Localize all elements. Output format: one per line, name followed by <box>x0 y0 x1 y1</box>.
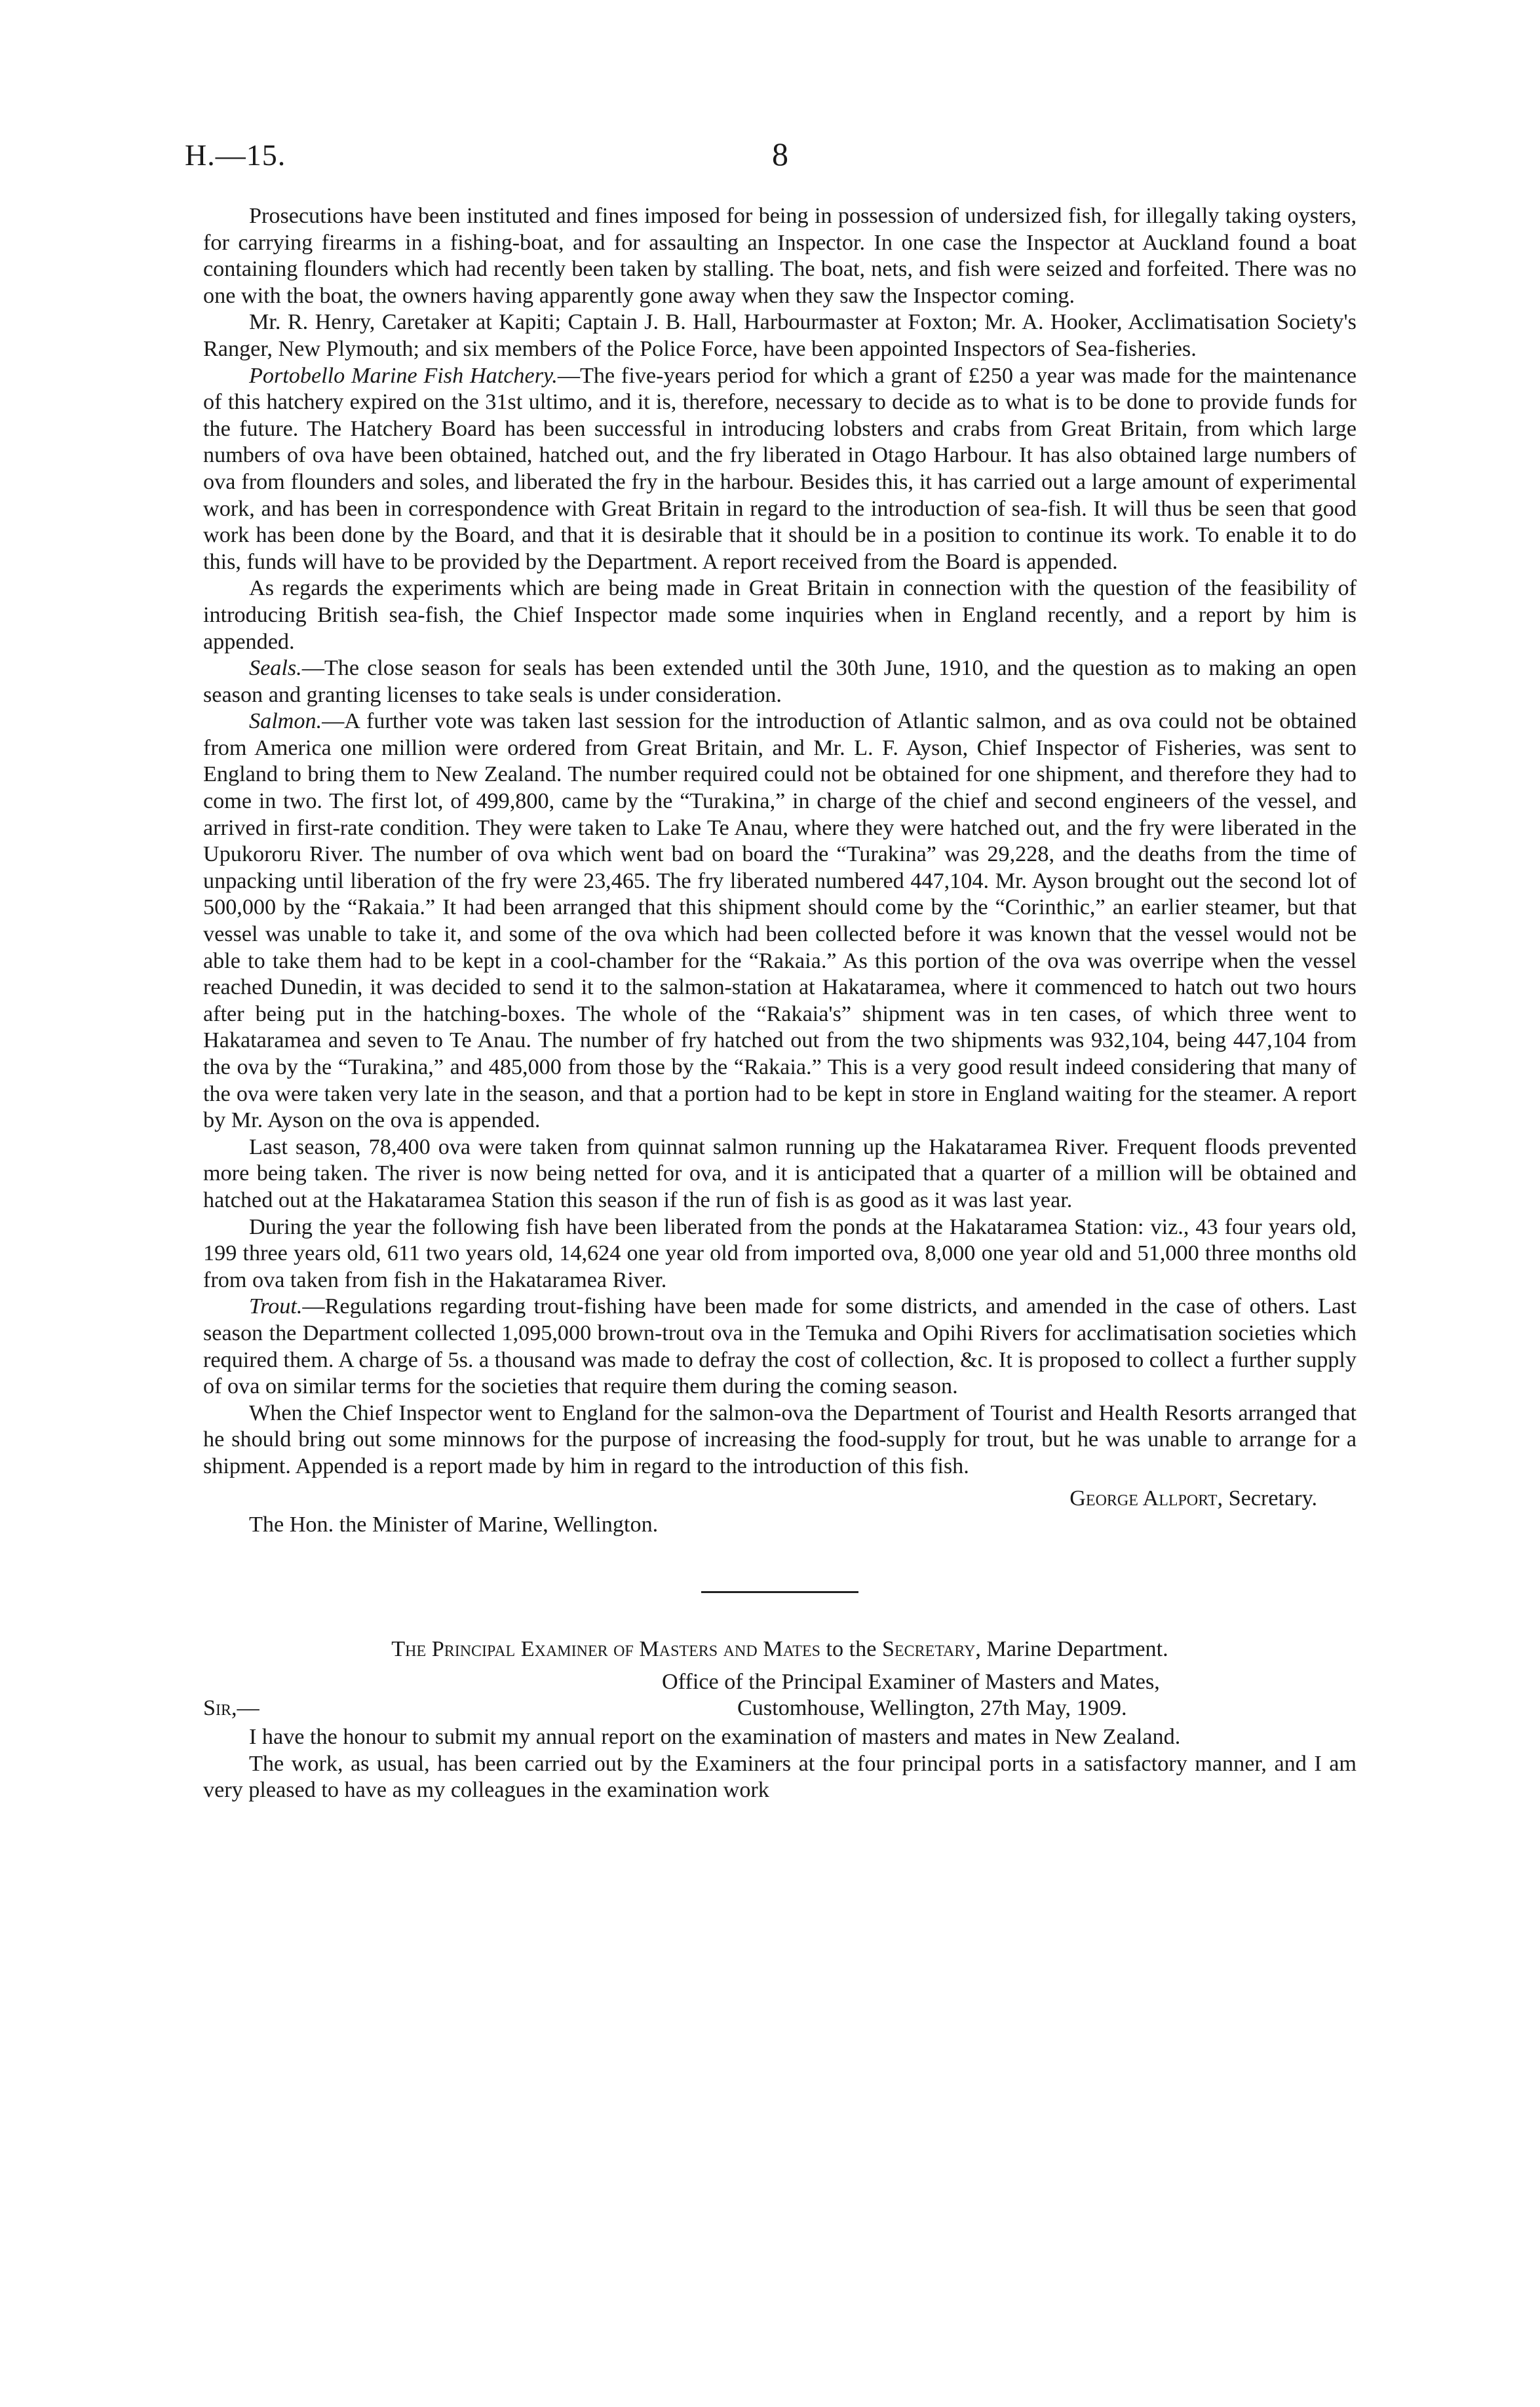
heading-recipient: Secretary <box>881 1636 976 1661</box>
paragraph-text: During the year the following fish have been liberated from the ponds at the Hakataramea Station: viz., 43 four years old, 199 three years old, 611 two years old, 14,624 one year old from imported ova, 8,000 one year old and 51,000 three months old from ova taken from fish in the Hakataramea River. <box>203 1214 1357 1292</box>
paragraph-liberated-fish <box>203 1214 1357 1294</box>
paragraph-trout <box>203 1294 1357 1400</box>
paragraph-text: Last season, 78,400 ova were taken from quinnat salmon running up the Hakataramea River. Frequent floods prevented more being taken. The river is now being netted for ova, and it is anticipated that a quarter of a million will be obtained and hatched out at the Hakataramea Station this season if the run of fish is as good as it was last year. <box>203 1134 1357 1212</box>
heading-sender: The Principal Examiner of Masters and Mates <box>391 1636 820 1661</box>
section-lead: Portobello Marine Fish Hatchery. <box>249 363 558 388</box>
signature-title: , Secretary. <box>1217 1486 1317 1511</box>
paragraph-text: —Regulations regarding trout-fishing have been made for some districts, and amended in the case of others. Last season the Department collected 1,095,000 brown-trout ova in the Temuka and Opihi Rivers for acclimatisation societies which required them. A charge of 5s. a thousand was made to defray the cost of collection, &c. It is proposed to collect a further supply of ova on similar terms for the societies that require them during the coming season. <box>203 1294 1357 1399</box>
document-reference: H.—15. <box>185 138 286 172</box>
paragraph-seals <box>203 655 1357 708</box>
section-divider <box>701 1591 858 1593</box>
addressee: The Hon. the Minister of Marine, Wellington. <box>249 1512 659 1537</box>
salutation: Sir,— <box>203 1696 260 1721</box>
letter-address-block <box>203 1669 1357 1724</box>
letter-heading <box>203 1636 1357 1663</box>
paragraph-text: Mr. R. Henry, Caretaker at Kapiti; Captain J. B. Hall, Harbourmaster at Foxton; Mr. A. Hooker, Acclimatisation Society's Ranger, New Plymouth; and six members of the Police Force, have been appointed Inspectors of Sea-fisheries. <box>203 310 1357 361</box>
report-body <box>203 203 1357 1804</box>
letter-paragraph: The work, as usual, has been carried out by the Examiners at the four principal ports in a satisfactory manner, and I am very pleased to have as my colleagues in the examination work <box>203 1751 1357 1803</box>
paragraph-experiments <box>203 575 1357 655</box>
office-line-1: Office of the Principal Examiner of Masters and Mates, <box>662 1670 1160 1695</box>
signature-name: George Allport <box>1069 1486 1218 1511</box>
page-number: 8 <box>772 136 788 172</box>
paragraph-quinnat <box>203 1134 1357 1214</box>
office-line-2: Customhouse, Wellington, 27th May, 1909. <box>737 1696 1127 1721</box>
heading-department: , Marine Department. <box>975 1636 1168 1661</box>
paragraph-text: Prosecutions have been instituted and fines imposed for being in possession of undersized fish, for illegally taking oysters, for carrying firearms in a fishing-boat, and for assaulting an Inspector. In one case the Inspector at Auckland found a boat containing flounders which had recently been taken by stalling. The boat, nets, and fish were seized and forfeited. There was no one with the boat, the owners having apparently gone away when they saw the Inspector coming. <box>203 204 1357 308</box>
paragraph-salmon <box>203 708 1357 1134</box>
paragraph-text: As regards the experiments which are being made in Great Britain in connection with the question of the feasibility of introducing British sea-fish, the Chief Inspector made some inquiries when in England recently, and a report by him is appended. <box>203 576 1357 654</box>
letter-paragraph: I have the honour to submit my annual report on the examination of masters and mates in New Zealand. <box>249 1725 1181 1750</box>
section-lead: Seals. <box>249 656 302 681</box>
paragraph-minnows <box>203 1400 1357 1480</box>
paragraph-text: When the Chief Inspector went to England for the salmon-ova the Department of Tourist and Health Resorts arranged that he should bring out some minnows for the purpose of increasing the food-supply for trout, but he was unable to arrange for a shipment. Appended is a report made by him in regard to the introduction of this fish. <box>203 1400 1357 1478</box>
paragraph-prosecutions <box>203 203 1357 309</box>
paragraph-inspectors <box>203 309 1357 362</box>
paragraph-text: —A further vote was taken last session for the introduction of Atlantic salmon, and as ova could not be obtained from America one million were ordered from Great Britain, and Mr. L. F. Ayson, Chief Inspector of Fisheries, was sent to England to bring them to New Zealand. The number required could not be obtained for one shipment, and therefore they had to come in two. The first lot, of 499,800, came by the “Turakina,” in charge of the chief and second engineers of the vessel, and arrived in first-rate condition. They were taken to Lake Te Anau, where they were hatched out, and the fry were liberated in the Upukororu River. The number of ova which went bad on board the “Turakina” was 29,228, and the deaths from the time of unpacking until liberation of the fry were 23,465. The fry liberated numbered 447,104. Mr. Ayson brought out the second lot of 500,000 by the “Rakaia.” It had been arranged that this shipment should come by the “Corinthic,” an earlier steamer, but that vessel was unable to take it, and some of the ova which had been collected before it was known that the vessel would not be able to take them had to be kept in a cool-chamber for the “Rakaia.” As this portion of the ova was overripe when the vessel reached Dunedin, it was decided to send it to the salmon-station at Hakataramea, where it commenced to hatch out two hours after being put in the hatching-boxes. The whole of the “Rakaia's” shipment was in ten cases, of which three went to Hakataramea and seven to Te Anau. The number of fry hatched out from the two shipments was 932,104, being 447,104 from the ova by the “Turakina,” and 485,000 from those by the “Rakaia.” This is a very good result indeed considering that many of the ova were taken very late in the season, and that a portion had to be kept in store in England waiting for the steamer. A report by Mr. Ayson on the ova is appended. <box>203 709 1357 1133</box>
section-lead: Trout. <box>249 1294 303 1319</box>
signature <box>203 1486 1317 1512</box>
paragraph-portobello <box>203 363 1357 576</box>
paragraph-text: —The close season for seals has been extended until the 30th June, 1910, and the question as to making an open season and granting licenses to take seals is under consideration. <box>203 656 1357 707</box>
paragraph-text: —The five-years period for which a grant of £250 a year was made for the maintenance of this hatchery expired on the 31st ultimo, and it is, therefore, necessary to decide as to what is to be done to provide funds for the future. The Hatchery Board has been successful in introducing lobsters and crabs from Great Britain, from which large numbers of ova have been obtained, hatched out, and the fry liberated in Otago Harbour. It has also obtained large numbers of ova from flounders and soles, and liberated the fry in the harbour. Besides this, it has carried out a large amount of experimental work, and has been in correspondence with Great Britain in regard to the introduction of sea-fish. It will thus be seen that good work has been done by the Board, and that it is desirable that it should be in a position to continue its work. To enable it to do this, funds will have to be provided by the Department. A report received from the Board is appended. <box>203 363 1357 574</box>
section-lead: Salmon. <box>249 709 322 734</box>
heading-connector: to the <box>820 1636 882 1661</box>
